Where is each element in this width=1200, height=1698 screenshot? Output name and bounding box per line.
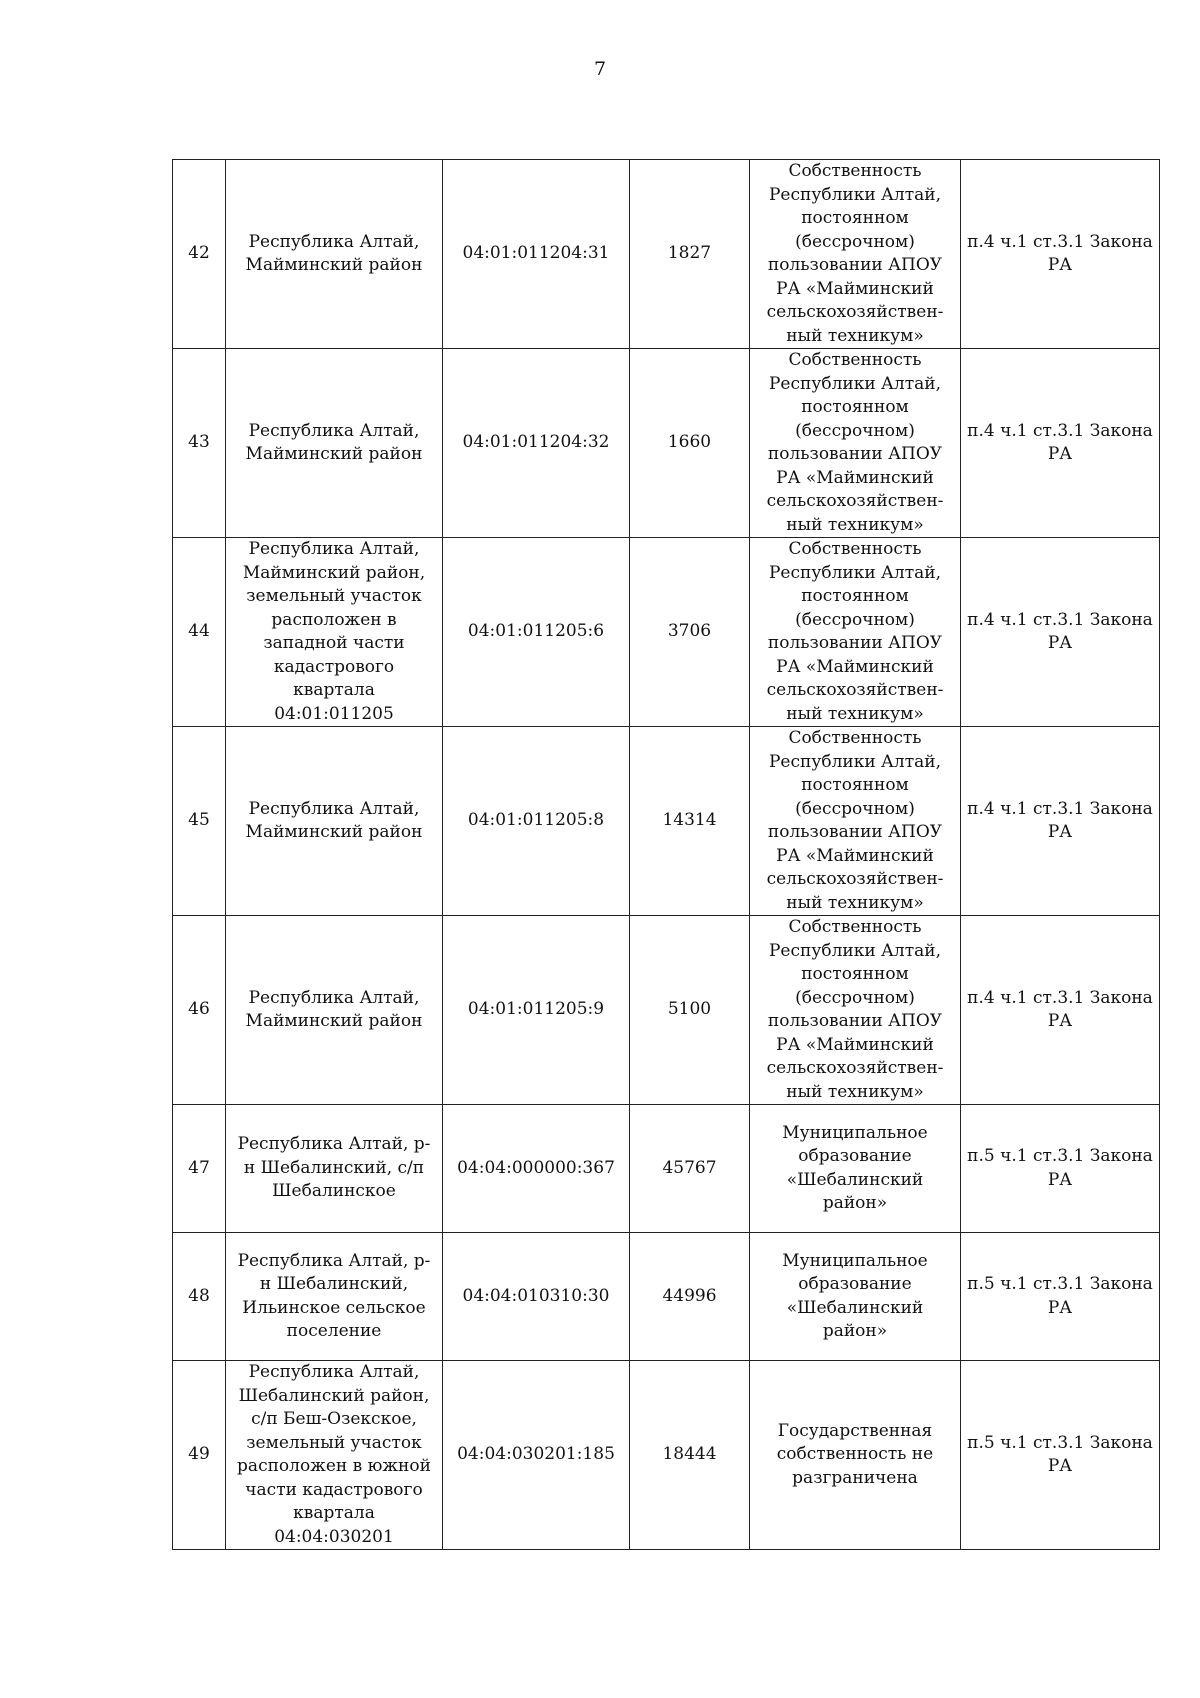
table-row bbox=[173, 349, 1160, 538]
area-cell: 1660 bbox=[630, 349, 750, 538]
address-cell: Республика Алтай, Майминский район bbox=[226, 349, 443, 538]
row-number-cell: 45 bbox=[173, 727, 226, 916]
ownership-cell: Муниципальное образование «Шебалинский район» bbox=[750, 1105, 961, 1233]
table-row bbox=[173, 916, 1160, 1105]
ownership-cell: Собственность Республики Алтай, постоянном (бессрочном) пользовании АПОУ РА «Майминский сельскохозяйствен- ный техникум» bbox=[750, 916, 961, 1105]
address-cell: Республика Алтай, Майминский район bbox=[226, 160, 443, 349]
area-cell: 3706 bbox=[630, 538, 750, 727]
row-number-cell: 49 bbox=[173, 1361, 226, 1550]
legal-basis-cell: п.4 ч.1 ст.3.1 Закона РА bbox=[961, 538, 1160, 727]
row-number-cell: 47 bbox=[173, 1105, 226, 1233]
area-cell: 14314 bbox=[630, 727, 750, 916]
area-cell: 45767 bbox=[630, 1105, 750, 1233]
address-cell: Республика Алтай, Майминский район bbox=[226, 916, 443, 1105]
row-number-cell: 44 bbox=[173, 538, 226, 727]
legal-basis-cell: п.5 ч.1 ст.3.1 Закона РА bbox=[961, 1361, 1160, 1550]
legal-basis-cell: п.5 ч.1 ст.3.1 Закона РА bbox=[961, 1105, 1160, 1233]
cadastral-number-cell: 04:04:030201:185 bbox=[443, 1361, 630, 1550]
legal-basis-cell: п.4 ч.1 ст.3.1 Закона РА bbox=[961, 160, 1160, 349]
ownership-cell: Собственность Республики Алтай, постоянном (бессрочном) пользовании АПОУ РА «Майминский сельскохозяйствен- ный техникум» bbox=[750, 349, 961, 538]
area-cell: 5100 bbox=[630, 916, 750, 1105]
cadastral-number-cell: 04:01:011204:31 bbox=[443, 160, 630, 349]
row-number-cell: 48 bbox=[173, 1233, 226, 1361]
ownership-cell: Собственность Республики Алтай, постоянном (бессрочном) пользовании АПОУ РА «Майминский сельскохозяйствен- ный техникум» bbox=[750, 160, 961, 349]
address-cell: Республика Алтай, Шебалинский район, с/п Беш-Озекское, земельный участок расположен в южной части кадастрового квартала 04:04:030201 bbox=[226, 1361, 443, 1550]
legal-basis-cell: п.5 ч.1 ст.3.1 Закона РА bbox=[961, 1233, 1160, 1361]
row-number-cell: 46 bbox=[173, 916, 226, 1105]
address-cell: Республика Алтай, Майминский район, земельный участок расположен в западной части кадастрового квартала 04:01:011205 bbox=[226, 538, 443, 727]
ownership-cell: Муниципальное образование «Шебалинский район» bbox=[750, 1233, 961, 1361]
cadastral-number-cell: 04:01:011205:9 bbox=[443, 916, 630, 1105]
area-cell: 18444 bbox=[630, 1361, 750, 1550]
address-cell: Республика Алтай, р- н Шебалинский, с/п Шебалинское bbox=[226, 1105, 443, 1233]
cadastral-number-cell: 04:04:000000:367 bbox=[443, 1105, 630, 1233]
ownership-cell: Государственная собственность не разграничена bbox=[750, 1361, 961, 1550]
cadastral-number-cell: 04:01:011205:6 bbox=[443, 538, 630, 727]
ownership-cell: Собственность Республики Алтай, постоянном (бессрочном) пользовании АПОУ РА «Майминский сельскохозяйствен- ный техникум» bbox=[750, 727, 961, 916]
table-row bbox=[173, 1361, 1160, 1550]
table-row bbox=[173, 1105, 1160, 1233]
address-cell: Республика Алтай, Майминский район bbox=[226, 727, 443, 916]
cadastral-number-cell: 04:04:010310:30 bbox=[443, 1233, 630, 1361]
area-cell: 1827 bbox=[630, 160, 750, 349]
ownership-cell: Собственность Республики Алтай, постоянном (бессрочном) пользовании АПОУ РА «Майминский сельскохозяйствен- ный техникум» bbox=[750, 538, 961, 727]
legal-basis-cell: п.4 ч.1 ст.3.1 Закона РА bbox=[961, 916, 1160, 1105]
cadastral-number-cell: 04:01:011205:8 bbox=[443, 727, 630, 916]
row-number-cell: 43 bbox=[173, 349, 226, 538]
row-number-cell: 42 bbox=[173, 160, 226, 349]
table-row bbox=[173, 727, 1160, 916]
page-number: 7 bbox=[593, 58, 607, 80]
cadastral-number-cell: 04:01:011204:32 bbox=[443, 349, 630, 538]
table-row bbox=[173, 160, 1160, 349]
area-cell: 44996 bbox=[630, 1233, 750, 1361]
table-row bbox=[173, 538, 1160, 727]
table-row bbox=[173, 1233, 1160, 1361]
land-plots-table bbox=[172, 159, 1160, 1550]
legal-basis-cell: п.4 ч.1 ст.3.1 Закона РА bbox=[961, 349, 1160, 538]
address-cell: Республика Алтай, р- н Шебалинский, Ильинское сельское поселение bbox=[226, 1233, 443, 1361]
legal-basis-cell: п.4 ч.1 ст.3.1 Закона РА bbox=[961, 727, 1160, 916]
